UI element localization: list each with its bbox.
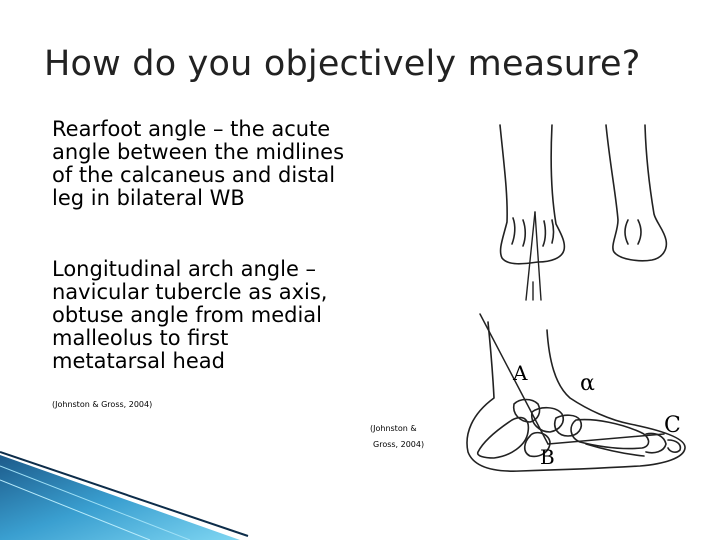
arch-line-4: malleolus to first [52, 326, 229, 350]
label-a: A [513, 361, 528, 385]
citation-right-line-1: (Johnston & [370, 424, 417, 433]
citation-right-line-2: Gross, 2004) [373, 440, 425, 449]
arch-foot-illustration [467, 314, 685, 471]
rearfoot-line-1: Rearfoot angle – the acute [52, 117, 331, 141]
slide-title: How do you objectively measure? [44, 44, 641, 84]
label-c: C [664, 413, 681, 438]
citation-left: (Johnston & Gross, 2004) [52, 400, 153, 409]
arch-line-5: metatarsal head [52, 349, 225, 373]
label-b: B [540, 445, 555, 469]
rearfoot-view-illustration [500, 125, 666, 300]
arch-line-3: obtuse angle from medial [52, 303, 322, 327]
rearfoot-line-2: angle between the midlines [52, 140, 345, 164]
arch-line-2: navicular tubercle as axis, [52, 280, 328, 304]
label-alpha: α [580, 371, 595, 396]
rearfoot-line-3: of the calcaneus and distal [52, 163, 336, 187]
rearfoot-line-4: leg in bilateral WB [52, 186, 245, 210]
arch-line-1: Longitudinal arch angle – [52, 257, 317, 281]
